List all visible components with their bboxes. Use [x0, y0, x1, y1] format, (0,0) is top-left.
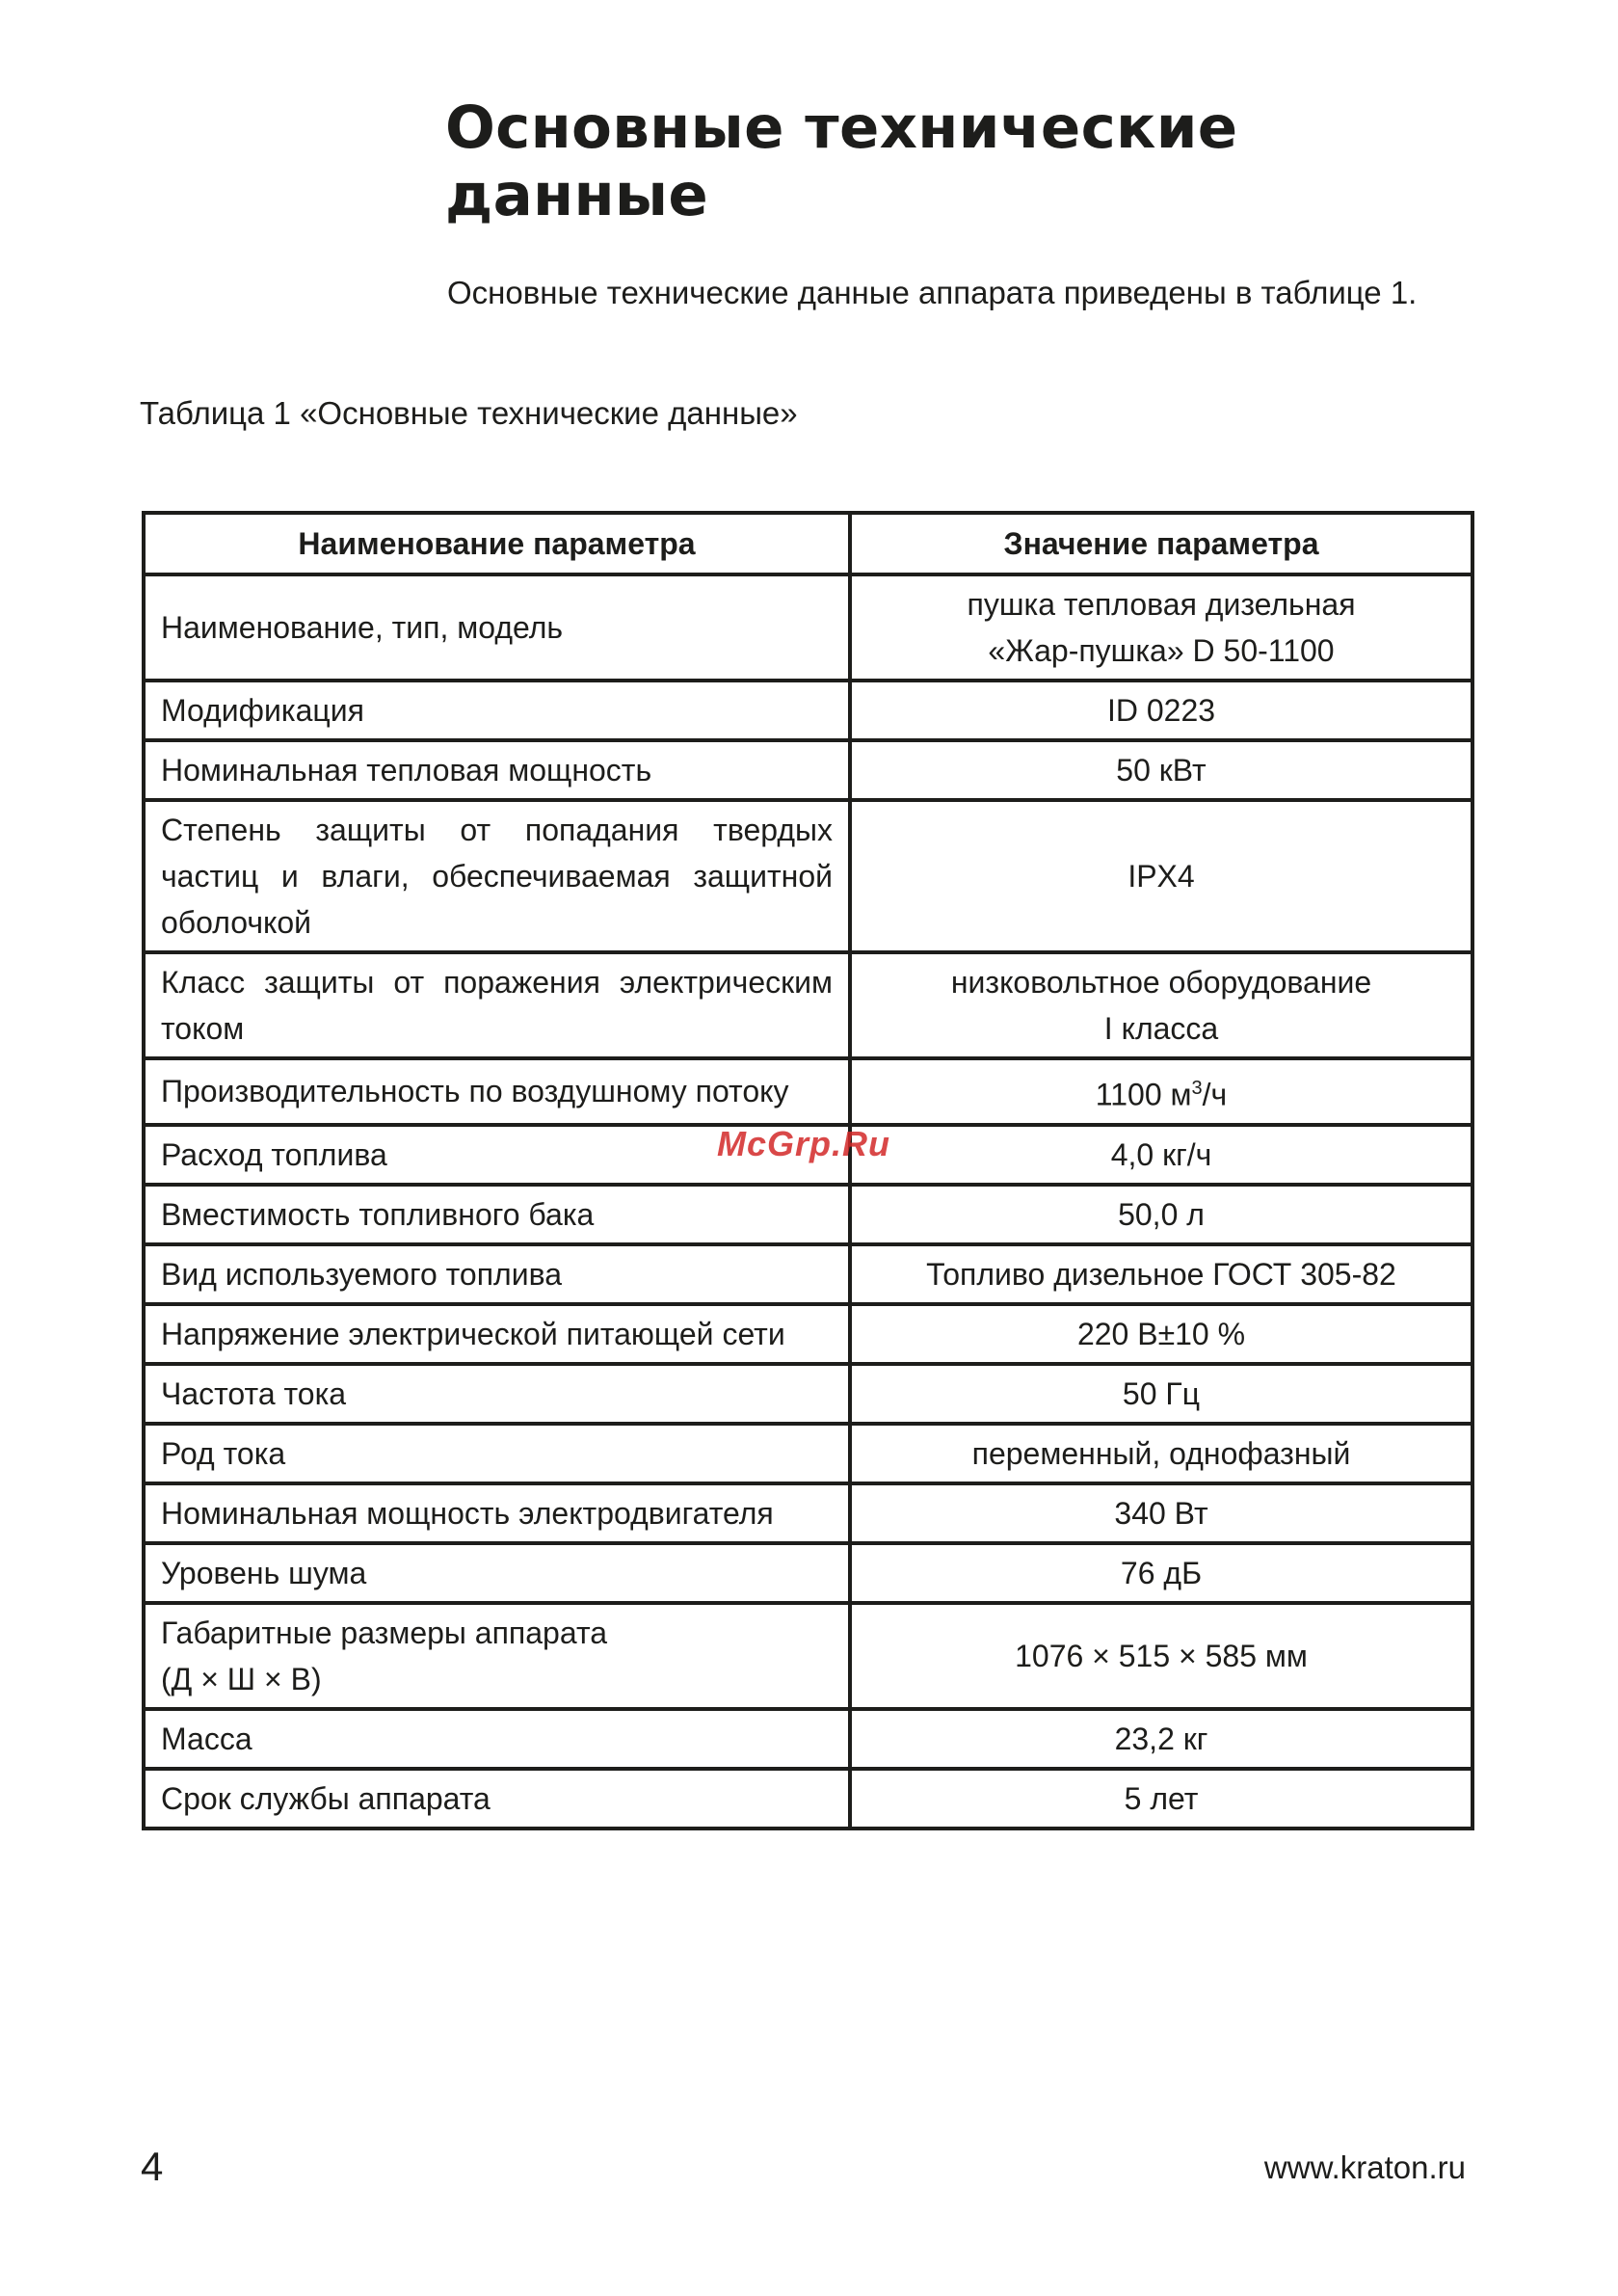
- table-row: [144, 574, 1472, 681]
- param-value: [850, 1058, 1472, 1125]
- table-row: [144, 681, 1472, 740]
- header-parameter-name: Наименование параметра: [144, 513, 850, 574]
- intro-paragraph: Основные технические данные аппарата приведены в таблице 1.: [447, 275, 1418, 310]
- param-name: Наименование, тип, модель: [144, 574, 850, 681]
- param-name: Номинальная тепловая мощность: [144, 740, 850, 800]
- param-name-line-1: Габаритные размеры аппарата: [161, 1615, 608, 1650]
- param-name: Степень защиты от попадания твердых частиц и влаги, обеспечиваемая защитной оболочкой: [144, 800, 850, 952]
- param-name: Род тока: [144, 1424, 850, 1483]
- param-value: 76 дБ: [850, 1543, 1472, 1603]
- watermark: McGrp.Ru: [717, 1124, 891, 1163]
- param-name: Срок службы аппарата: [144, 1769, 850, 1829]
- page-number: 4: [141, 2144, 164, 2189]
- header-parameter-value: Значение параметра: [850, 513, 1472, 574]
- param-value-superscript: 3: [1191, 1078, 1203, 1099]
- param-value-line-1: пушка тепловая дизельная: [967, 587, 1356, 622]
- param-value: Топливо дизельное ГОСТ 305-82: [850, 1244, 1472, 1304]
- param-name: Модификация: [144, 681, 850, 740]
- param-value: IPX4: [850, 800, 1472, 952]
- param-value: 23,2 кг: [850, 1709, 1472, 1769]
- table-row: [144, 1769, 1472, 1829]
- param-value-main: 1100 м: [1095, 1077, 1192, 1112]
- param-name: Вид используемого топлива: [144, 1244, 850, 1304]
- table-row: [144, 800, 1472, 952]
- table-row: [144, 1603, 1472, 1709]
- param-name: [144, 1603, 850, 1709]
- param-value: 220 В±10 %: [850, 1304, 1472, 1364]
- param-value: 5 лет: [850, 1769, 1472, 1829]
- param-value: 340 Вт: [850, 1483, 1472, 1543]
- param-value: 50 Гц: [850, 1364, 1472, 1424]
- page-title-line-2: данные: [445, 161, 709, 229]
- param-value: 50,0 л: [850, 1185, 1472, 1244]
- param-value: 50 кВт: [850, 740, 1472, 800]
- param-name: Номинальная мощность электродвигателя: [144, 1483, 850, 1543]
- param-name: Напряжение электрической питающей сети: [144, 1304, 850, 1364]
- param-name: Расход топлива: [144, 1125, 850, 1185]
- table-row: [144, 1058, 1472, 1125]
- param-value-line-2: «Жар-пушка» D 50-1100: [988, 633, 1335, 668]
- param-name: Вместимость топливного бака: [144, 1185, 850, 1244]
- table-row: [144, 1709, 1472, 1769]
- param-name: Производительность по воздушному потоку: [144, 1058, 850, 1125]
- param-value: [850, 952, 1472, 1058]
- page-title-line-1: Основные технические: [445, 93, 1238, 162]
- param-value: [850, 574, 1472, 681]
- param-value: ID 0223: [850, 681, 1472, 740]
- table-row: [144, 1483, 1472, 1543]
- param-name: Масса: [144, 1709, 850, 1769]
- param-value-line-2: I класса: [1103, 1011, 1219, 1046]
- param-value-suffix: /ч: [1202, 1077, 1228, 1112]
- param-value: 1076 × 515 × 585 мм: [850, 1603, 1472, 1709]
- page-title: [445, 94, 1486, 229]
- param-value: 4,0 кг/ч: [850, 1125, 1472, 1185]
- param-name: Класс защиты от поражения электрическим током: [144, 952, 850, 1058]
- table-row: [144, 1543, 1472, 1603]
- table-row: [144, 952, 1472, 1058]
- table-row: [144, 740, 1472, 800]
- technical-data-table: [142, 511, 1474, 1830]
- param-value: переменный, однофазный: [850, 1424, 1472, 1483]
- table-row: [144, 1424, 1472, 1483]
- site-url-link[interactable]: www.kraton.ru: [1263, 2149, 1466, 2185]
- table-row: [144, 1185, 1472, 1244]
- table-row: [144, 1244, 1472, 1304]
- param-name-line-2: (Д × Ш × В): [161, 1661, 322, 1696]
- param-name: Уровень шума: [144, 1543, 850, 1603]
- table-row: [144, 1364, 1472, 1424]
- param-name: Частота тока: [144, 1364, 850, 1424]
- param-value-line-1: низковольтное оборудование: [950, 965, 1372, 1000]
- table-caption: Таблица 1 «Основные технические данные»: [140, 395, 798, 431]
- table-header-row: [144, 513, 1472, 574]
- table-row: [144, 1304, 1472, 1364]
